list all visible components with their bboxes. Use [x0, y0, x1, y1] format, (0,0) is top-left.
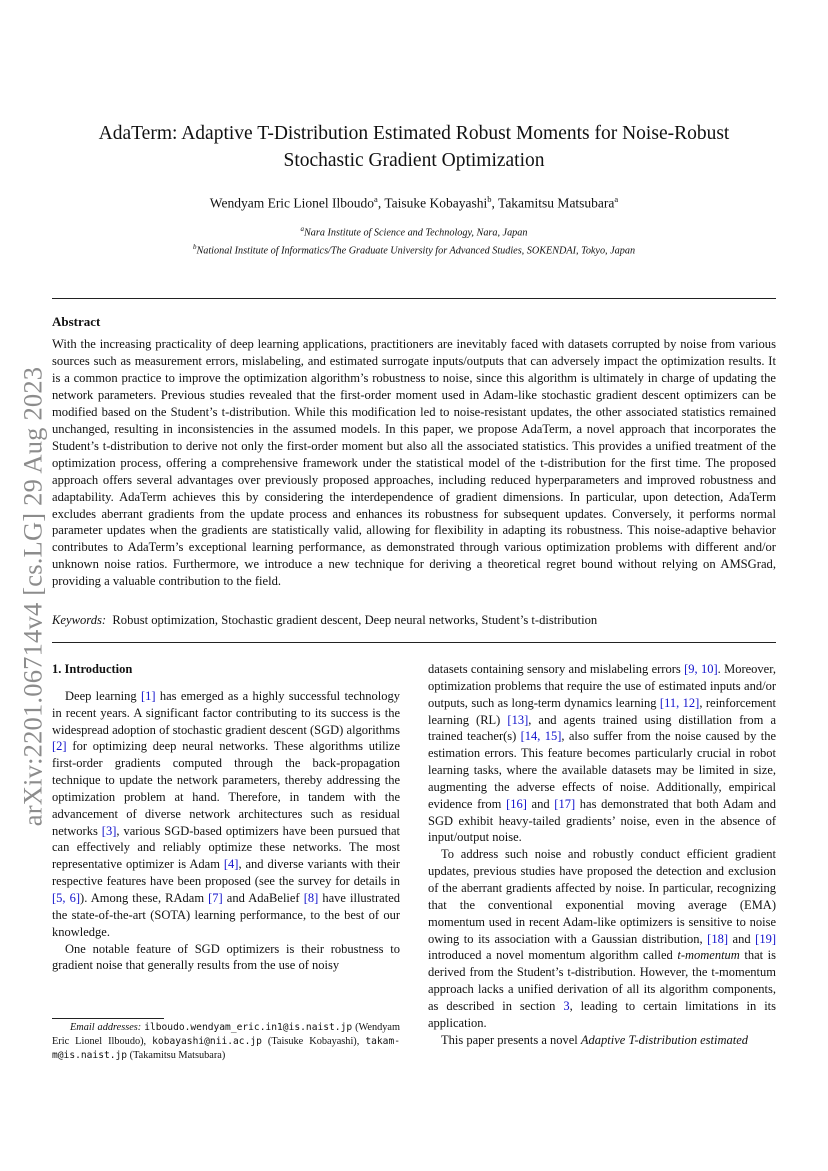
citation-link[interactable]: [5, 6] [52, 890, 81, 905]
citation-link[interactable]: 3 [563, 998, 570, 1013]
body-paragraph: This paper presents a novel Adaptive T-distribution estimated [441, 1032, 749, 1047]
left-column [52, 661, 400, 974]
citation-link[interactable]: [2] [52, 739, 67, 754]
section-heading-introduction: 1. Introduction [52, 662, 133, 676]
citation-link[interactable]: [4] [223, 857, 239, 872]
affiliation-list [52, 222, 776, 259]
top-rule [52, 298, 776, 299]
citation-link[interactable]: [17] [554, 796, 576, 811]
author-name: Wendyam Eric Lionel Ilboudo [209, 195, 375, 211]
citation-link[interactable]: [9, 10] [684, 662, 718, 676]
citation-link[interactable]: [3] [101, 823, 117, 838]
email-address: takam-m@is.naist.jp [52, 1036, 400, 1062]
citation-link[interactable]: [13] [507, 712, 529, 727]
arxiv-stamp [18, 346, 48, 846]
keywords-text: Robust optimization, Stochastic gradient descent, Deep neural networks, Student’s t-distribution [112, 613, 598, 627]
citation-link[interactable]: [7] [208, 890, 223, 905]
bottom-rule [52, 642, 776, 643]
body-paragraph: datasets containing sensory and mislabeling errors [9, 10]. Moreover, optimization problems that require the use of estimated inputs and/or outputs, such as long-term dynamics learning [11, 12], reinforcement learning (RL) [13], and agents trained using distillation from a trained teacher(s) [14, 15], also suffer from the noise caused by the estimation errors. This feature becomes particularly crucial in robot learning tasks, where the available datasets may be limited in size, augmenting the adverse effects of noise. Additionally, empirical evidence from [16] and [17] has demonstrated that both Adam and SGD exhibit heavy-tailed gradients’ noise, even in the absence of input/output noise. [428, 662, 776, 845]
citation-link[interactable]: [19] [755, 931, 776, 946]
right-column [428, 661, 776, 1048]
footnote-name: (Taisuke Kobayashi), [261, 1036, 366, 1048]
title-line-1: AdaTerm: Adaptive T-Distribution Estimated Robust Moments for Noise-Robust [98, 123, 730, 144]
keywords-label: Keywords: [52, 613, 107, 627]
affiliation-mark: b [192, 243, 197, 252]
author-name: Taisuke Kobayashi [384, 195, 488, 211]
abstract-body: With the increasing practicality of deep learning applications, practitioners are inevitably faced with datasets corrupted by noise from various sources such as measurement errors, mislabeling, and estimated surrogate inputs/outputs that can adversely impact the optimization results. It is a common practice to improve the optimization algorithm’s robustness to noise, since this algorithm is ultimately in charge of updating the network parameters. Previous studies revealed that the first-order moment used in Adam-like stochastic gradient descent optimizers can be modified based on the Student’s t-distribution. While this modification led to noise-resistant updates, the other associated statistics remained unchanged, resulting in inconsistencies in the assumed models. In this paper, we propose AdaTerm, a novel approach that incorporates the Student’s t-distribution to derive not only the first-order moment but also all the associated statistics. This provides a unified treatment of the optimization process, offering a comprehensive framework under the statistical model of the t-distribution for the first time. The proposed approach offers several advantages over previously proposed approaches, including reduced hyperparameters and improved robustness and adaptability. AdaTerm achieves this by considering the interdependence of gradient dimensions. In particular, upon detection, AdaTerm excludes aberrant gradients from the update process and enhances its robustness for subsequent updates. Conversely, it performs normal parameter updates when the gradients are statistically valid, allowing for flexibility in adapting its robustness. This noise-adaptive behavior contributes to AdaTerm’s exceptional learning performance, as demonstrated through various optimization problems with different and/or unknown noise ratios. Furthermore, we introduce a new technique for deriving a theoretical regret bound without relying on AMSGrad, providing a valuable contribution to the field. [52, 337, 776, 589]
footnote-label: Email addresses: [70, 1022, 145, 1033]
footnote-rule [52, 1018, 164, 1019]
affiliation-text: National Institute of Informatics/The Graduate University for Advanced Studies, SOKENDAI, Tokyo, Japan [196, 245, 636, 257]
email-address: ilboudo.wendyam_eric.in1@is.naist.jp [144, 1022, 353, 1033]
emphasis-text: t-momentum [677, 948, 740, 963]
citation-link[interactable]: [11, 12] [659, 695, 700, 710]
paper-title [52, 120, 776, 174]
affiliation-mark: a [300, 225, 305, 233]
author-affil-mark: a [374, 194, 378, 204]
footnote-name: (Takamitsu Matsubara) [127, 1050, 226, 1062]
footnote-name: (Wendyam Eric Lionel Ilboudo), [52, 1022, 401, 1048]
body-paragraph: Deep learning [1] has emerged as a highly successful technology in recent years. A significant factor contributing to its success is the widespread adoption of stochastic gradient descent (SGD) algorithms [2] for optimizing deep neural networks. These algorithms utilize first-order gradients computed through the back-propagation technique to update the network parameters, thereby addressing the optimization problem at hand. Therefore, in tandem with the advancement of diverse network architectures such as residual networks [3], various SGD-based optimizers have been pursued that can effectively and reliably optimize these networks. The most representative optimizer is Adam [4], and diverse variants with their respective features have been proposed (see the survey for details in [5, 6]). Among these, RAdam [7] and AdaBelief [8] have illustrated the state-of-the-art (SOTA) learning performance, to the best of our knowledge. [52, 688, 401, 939]
author-affil-mark: a [614, 194, 619, 204]
citation-link[interactable]: [14, 15] [520, 729, 562, 744]
author-list: Wendyam Eric Lionel Ilboudo$^a$, Taisuke Kobayashi$^b$, Takamitsu Matsubara$^a$ [209, 194, 619, 211]
left-column-body [52, 688, 400, 974]
author-name: Takamitsu Matsubara [498, 195, 615, 211]
citation-link[interactable]: [1] [140, 688, 156, 703]
affiliation-line [52, 240, 776, 258]
citation-link[interactable]: [18] [707, 931, 728, 946]
footnote-email-addresses [52, 1021, 400, 1064]
citation-link[interactable]: [8] [303, 890, 319, 905]
title-line-2: Stochastic Gradient Optimization [283, 150, 545, 171]
right-column-body [428, 661, 776, 1048]
body-paragraph: One notable feature of SGD optimizers is their robustness to gradient noise that generally results from the use of noisy [52, 941, 400, 973]
footnote-text [52, 1021, 400, 1064]
abstract-heading: Abstract [52, 314, 101, 329]
affiliation-line [52, 222, 776, 240]
email-address: kobayashi@nii.ac.jp [152, 1036, 262, 1048]
arxiv-stamp-text: arXiv:2201.06714v4 [cs.LG] 29 Aug 2023 [17, 366, 48, 826]
citation-link[interactable]: [16] [506, 796, 527, 811]
emphasis-text: Adaptive T-distribution estimated [580, 1032, 749, 1047]
keywords [52, 613, 776, 628]
affiliation-text: Nara Institute of Science and Technology, Nara, Japan [304, 227, 528, 239]
author-affil-mark: b [487, 194, 492, 204]
body-paragraph: To address such noise and robustly conduct efficient gradient updates, previous studies have proposed the detection and exclusion of the aberrant gradients affected by noise. In particular, recognizing that the conventional exponential moving average (EMA) momentum used in recent Adam-like optimizers is sensitive to noise owing to its association with a Gaussian distribution, [18] and [19] introduced a novel momentum algorithm called t-momentum that is derived from the Student’s t-distribution. However, the t-momentum approach lacks a unified derivation of all its algorithm components, as described in section 3, leading to certain limitations in its application. [428, 847, 777, 1030]
